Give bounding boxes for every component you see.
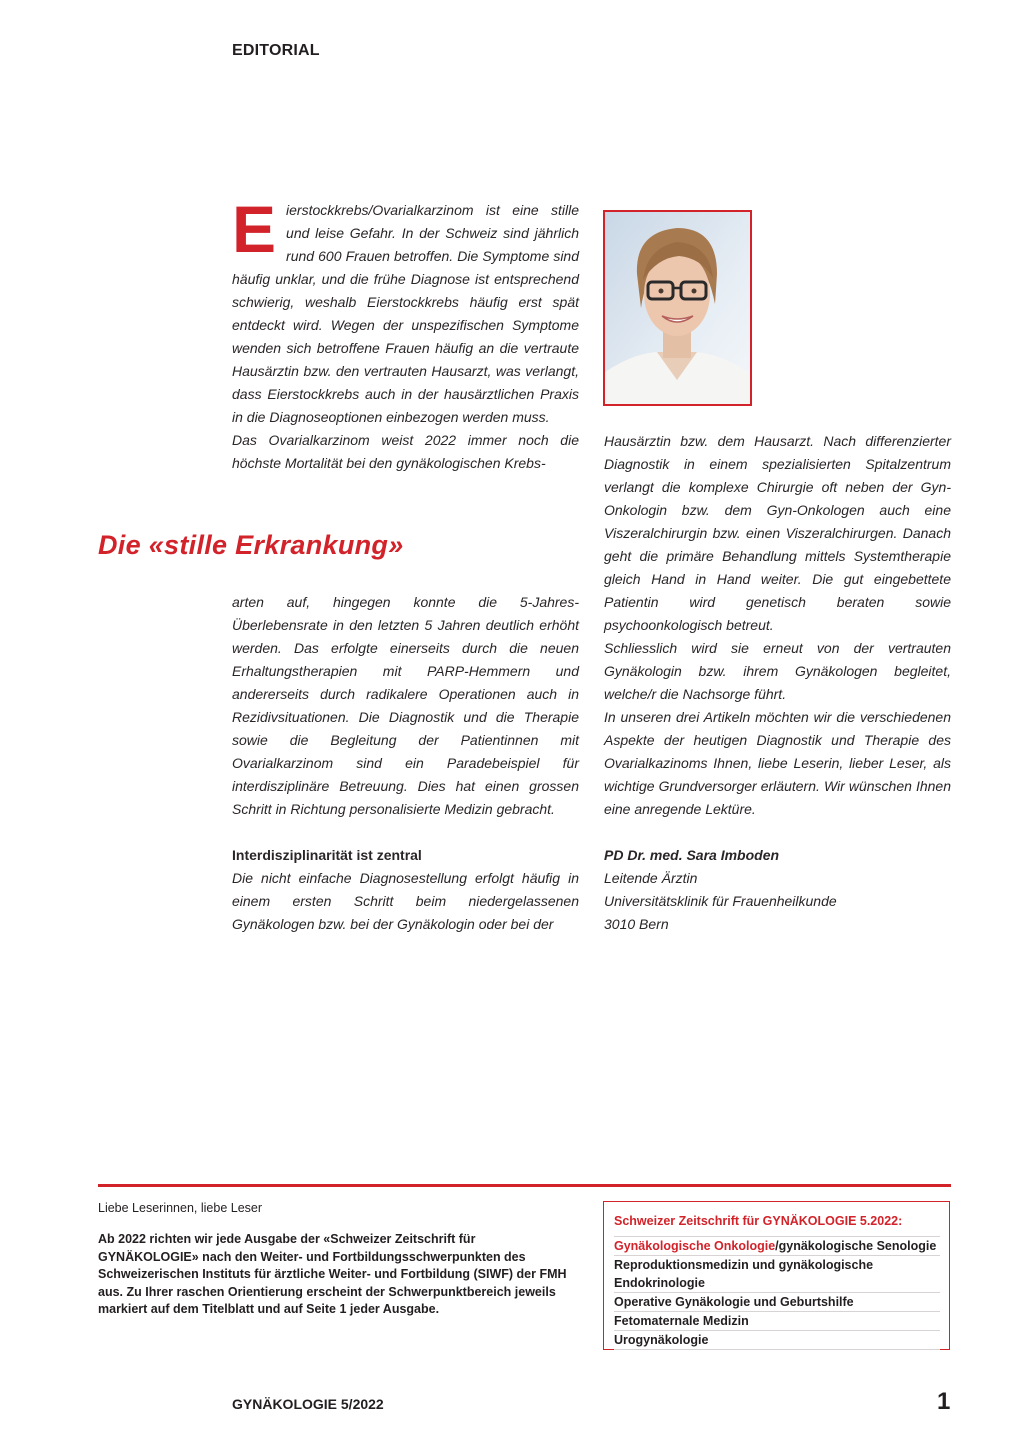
focus-topic-item: Fetomaternale Medizin <box>614 1311 940 1330</box>
reader-notice-text: Ab 2022 richten wir jede Ausgabe der «Schweizer Zeitschrift für GYNÄKOLOGIE» nach den Weiter- und Fortbildungsschwerpunkten des Schweizerischen Instituts für ärztliche Weiter- und Fortbildung (SIWF) der FMH aus. Zu Ihrer raschen Orientierung erscheint der Schwerpunktbereich jeweils markiert auf dem Titelblatt und auf Seite 1 jeder Ausgabe. <box>98 1232 567 1316</box>
author-signature <box>604 844 951 936</box>
author-city: 3010 Bern <box>604 916 669 932</box>
article-intro-paragraph: Eierstockkrebs/Ovarialkarzinom ist eine stille und leise Gefahr. In der Schweiz sind jährlich rund 600 Frauen betroffen. Die Symptome sind häufig unklar, und die frühe Diagnose ist entsprechend schwierig, weshalb Eierstockkrebs häufig erst spät entdeckt wird. Wegen der unspezifischen Symptome wenden sich betroffene Frauen häufig an die vertraute Hausärztin bzw. den vertrauten Hausarzt, was verlangt, dass Eierstockkrebs auch in der hausärztlichen Praxis in die Diagnoseoptionen einbezogen werden muss. <box>232 192 579 425</box>
drop-cap: E <box>232 192 277 266</box>
author-name: PD Dr. med. Sara Imboden <box>604 847 780 863</box>
info-divider <box>98 1184 951 1187</box>
focus-topic-item: Reproduktionsmedizin und gynäkologische Endokrinologie <box>614 1255 940 1292</box>
focus-topic-item: Gynäkologische Onkologie/gynäkologische Senologie <box>614 1236 940 1255</box>
article-paragraph-5: Schliesslich wird sie erneut von der vertrauten Gynäkologin bzw. ihrem Gynäkologen begleitet, welche/r die Nachsorge führt. <box>604 640 951 702</box>
footer-issue: GYNÄKOLOGIE 5/2022 <box>232 1396 384 1412</box>
article-subheading: Interdisziplinarität ist zentral <box>232 847 422 863</box>
section-label: EDITORIAL <box>232 42 320 59</box>
focus-topic-item: Urogynäkologie <box>614 1330 940 1350</box>
focus-topic-item: Operative Gynäkologie und Geburtshilfe <box>614 1292 940 1311</box>
issue-focus-title: Schweizer Zeitschrift für GYNÄKOLOGIE 5.2022: <box>614 1214 903 1228</box>
article-paragraph-3: Die nicht einfache Diagnosestellung erfolgt häufig in einem ersten Schritt beim niedergelassenen Gynäkologen bzw. bei der Gynäkologin oder bei der <box>232 870 579 932</box>
author-portrait-image <box>605 212 750 404</box>
focus-topic-list <box>614 1236 940 1350</box>
article-col1-upper <box>232 192 579 475</box>
article-headline: Die «stille Erkrankung» <box>98 530 404 560</box>
article-col1-lower <box>232 591 579 936</box>
article-col2 <box>604 430 951 936</box>
page-number: 1 <box>937 1388 951 1415</box>
author-photo <box>603 210 752 406</box>
article-paragraph-2a: Das Ovarialkarzinom weist 2022 immer noch die höchste Mortalität bei den gynäkologischen Krebs- <box>232 432 579 471</box>
article-paragraph-6: In unseren drei Artikeln möchten wir die verschiedenen Aspekte der heutigen Diagnostik und Therapie des Ovarialkazinoms Ihnen, liebe Leserin, lieber Leser, als wichtige Grundversorger erläutern. Wir wünschen Ihnen eine anregende Lektüre. <box>604 709 951 817</box>
article-paragraph-4: Hausärztin bzw. dem Hausarzt. Nach differenzierter Diagnostik in einem spezialisierten Spitalzentrum verlangt die komplexe Chirurgie oft neben der Gyn-Onkologin bzw. dem Gyn-Onkologen auch eine Viszeralchirurgin bzw. einen Viszeralchirurgen. Danach geht die primäre Behandlung mittels Systemtherapie gleich Hand in Hand weiter. Die gut eingebettete Patientin wird genetisch beraten sowie psychoonkologisch betreut. <box>604 433 951 633</box>
reader-greeting: Liebe Leserinnen, liebe Leser <box>98 1201 263 1215</box>
author-institution: Universitätsklinik für Frauenheilkunde <box>604 893 837 909</box>
issue-focus-box <box>603 1201 950 1350</box>
author-role: Leitende Ärztin <box>604 870 698 886</box>
article-paragraph-2b: arten auf, hingegen konnte die 5-Jahres-Überlebensrate in den letzten 5 Jahren deutlich erhöht werden. Das erfolgte einerseits durch die neuen Erhaltungstherapien mit PARP-Hemmern und andererseits durch radikalere Operationen auch in Rezidivsituationen. Die Diagnostik und die Therapie sowie die Begleitung der Patientinnen mit Ovarialkarzinom sind ein Paradebeispiel für interdisziplinäre Betreuung. Dies hat einen grossen Schritt in Richtung personalisierte Medizin gebracht. <box>232 594 579 817</box>
reader-notice <box>98 1200 578 1319</box>
